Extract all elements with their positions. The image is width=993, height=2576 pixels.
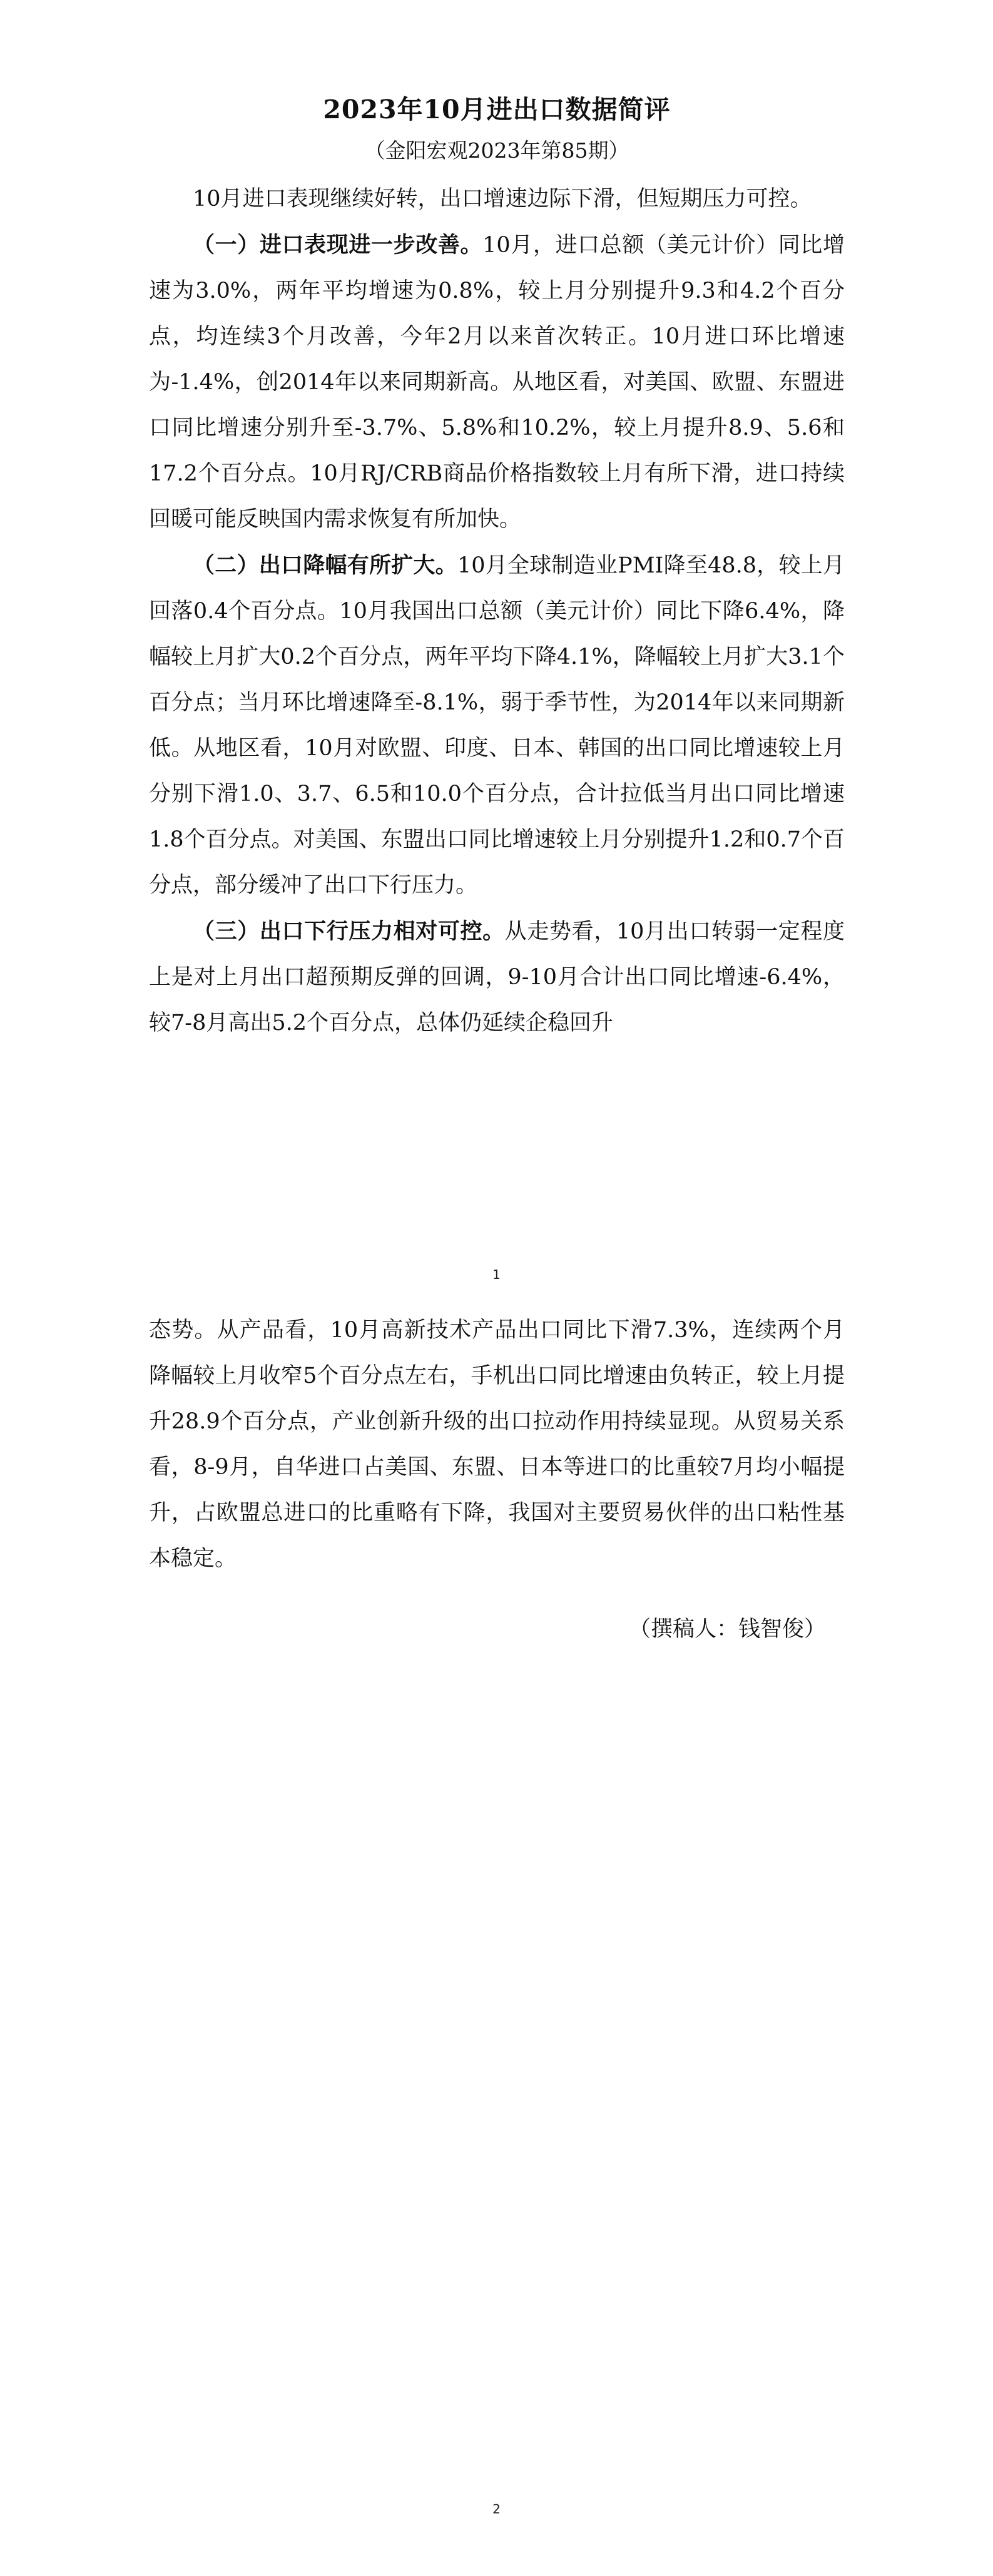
section-2-body: 10月全球制造业PMI降至48.8，较上月回落0.4个百分点。10月我国出口总额（美元计价）同比下降6.4%，降幅较上月扩大0.2个百分点，两年平均下降4.1%，降幅较上月扩大3.1个百分点；当月环比增速降至-8.1%，弱于季节性，为2014年以来同期新低。从地区看，10月对欧盟、印度、日本、韩国的出口同比增速较上月分别下滑1.0、3.7、6.5和10.0个百分点，合计拉低当月出口同比增速1.8个百分点。对美国、东盟出口同比增速较上月分别提升1.2和0.7个百分点，部分缓冲了出口下行压力。 — [149, 552, 845, 898]
section-1-body: 10月，进口总额（美元计价）同比增速为3.0%，两年平均增速为0.8%，较上月分别提升9.3和4.2个百分点，均连续3个月改善，今年2月以来首次转正。10月进口环比增速为-1.4%，创2014年以来同期新高。从地区看，对美国、欧盟、东盟进口同比增速分别升至-3.7%、5.8%和10.2%，较上月提升8.9、5.6和17.2个百分点。10月RJ/CRB商品价格指数较上月有所下滑，进口持续回暖可能反映国内需求恢复有所加快。 — [149, 232, 845, 532]
section-3-body: 从走势看，10月出口转弱一定程度上是对上月出口超预期反弹的回调，9-10月合计出口同比增速-6.4%，较7-8月高出5.2个百分点，总体仍延续企稳回升 — [149, 919, 845, 1036]
section-3-paragraph — [149, 909, 845, 1046]
section-2-paragraph — [149, 542, 845, 909]
page-2-content — [149, 1308, 845, 1652]
section-2-heading: （二）出口降幅有所扩大。 — [193, 552, 457, 578]
intro-paragraph: 10月进口表现继续好转，出口增速边际下滑，但短期压力可控。 — [193, 186, 812, 211]
section-3-heading: （三）出口下行压力相对可控。 — [193, 918, 505, 944]
page-number-2: 2 — [492, 2502, 501, 2517]
page-1-content — [149, 93, 845, 1046]
section-3-continuation: 态势。从产品看，10月高新技术产品出口同比下滑7.3%，连续两个月降幅较上月收窄5个百分点左右，手机出口同比增速由负转正，较上月提升28.9个百分点，产业创新升级的出口拉动作用持续显现。从贸易关系看，8-9月，自华进口占美国、东盟、日本等进口的比重较7月均小幅提升，占欧盟总进口的比重略有下降，我国对主要贸易伙伴的出口粘性基本稳定。 — [149, 1318, 845, 1571]
author-signature: （撰稿人：钱智俊） — [628, 1617, 826, 1642]
document-subtitle: （金阳宏观2023年第85期） — [364, 138, 629, 163]
page-2 — [0, 1288, 993, 2576]
page-number-1: 1 — [492, 1267, 501, 1282]
document-title: 2023年10月进出口数据简评 — [323, 94, 671, 125]
section-1-heading: （一）进口表现进一步改善。 — [193, 232, 483, 258]
section-1-paragraph — [149, 222, 845, 542]
